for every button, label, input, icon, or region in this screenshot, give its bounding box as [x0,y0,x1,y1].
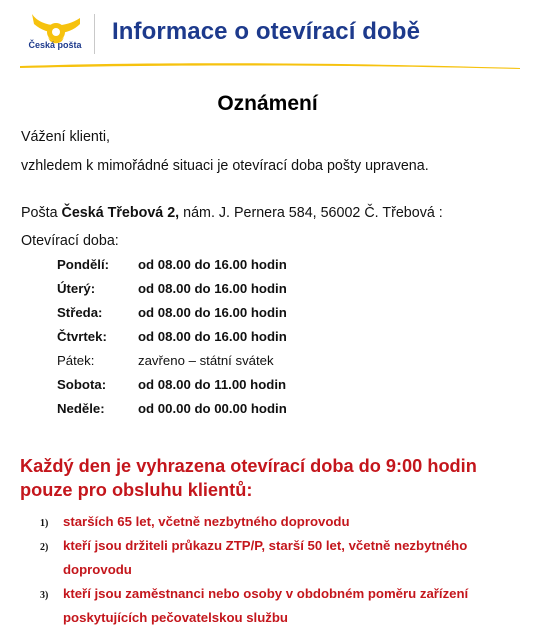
time-value: od 08.00 do 16.00 hodin [138,281,287,296]
office-line [21,205,443,221]
priority-list [40,510,520,630]
priority-heading-line: Každý den je vyhrazena otevírací doba do 9:00 hodin [20,456,477,476]
list-item [40,534,520,582]
office-address: nám. J. Pernera 584, 56002 Č. Třebová : [179,205,443,221]
header-divider [94,14,95,54]
list-item-text [63,534,520,582]
hours-row-sunday [57,401,357,425]
intro-text: vzhledem k mimořádné situaci je otevírací doba pošty upravena. [21,158,429,174]
hours-row-monday [57,257,357,281]
time-value: od 08.00 do 16.00 hodin [138,305,287,320]
office-prefix: Pošta [21,205,62,221]
list-item [40,582,520,630]
list-item-number: 1) [40,518,49,529]
hours-label: Otevírací doba: [21,233,119,249]
hours-row-thursday [57,329,357,353]
opening-hours-list [57,257,357,425]
list-item [40,510,520,534]
office-name: Česká Třebová 2, [61,205,180,221]
time-value: od 00.00 do 00.00 hodin [138,401,287,416]
page-header [0,0,535,70]
time-value: od 08.00 do 11.00 hodin [138,377,287,392]
hours-row-tuesday [57,281,357,305]
page-title: Informace o otevírací době [112,18,421,45]
greeting-text: Vážení klienti, [21,129,111,145]
time-value: zavřeno – státní svátek [138,353,274,368]
day-label: Čtvrtek: [57,329,107,344]
header-swoosh-decoration [20,58,520,78]
day-label: Neděle: [57,401,105,416]
priority-heading-line: pouze pro obsluhu klientů: [20,480,253,500]
list-item-text [63,582,520,630]
day-label: Středa: [57,305,103,320]
hours-row-wednesday [57,305,357,329]
hours-row-friday [57,353,357,377]
list-item-line: kteří jsou zaměstnanci nebo osoby v obdobném poměru zařízení [63,586,469,601]
time-value: od 08.00 do 16.00 hodin [138,257,287,272]
list-item-text [63,510,520,534]
list-item-line: poskytujících pečovatelskou službu [63,610,288,625]
list-item-line: doprovodu [63,562,132,577]
notice-title: Oznámení [217,92,318,115]
day-label: Sobota: [57,377,107,392]
hours-row-saturday [57,377,357,401]
list-item-line: kteří jsou držiteli průkazu ZTP/P, starší 50 let, včetně nezbytného [63,538,468,553]
day-label: Pátek: [57,353,95,368]
list-item-number: 2) [40,542,49,553]
day-label: Úterý: [57,281,96,296]
list-item-line: starších 65 let, včetně nezbytného doprovodu [63,514,350,529]
logo-text: Česká pošta [28,40,82,50]
day-label: Pondělí: [57,257,110,272]
priority-heading [20,454,530,502]
list-item-number: 3) [40,590,49,601]
time-value: od 08.00 do 16.00 hodin [138,329,287,344]
